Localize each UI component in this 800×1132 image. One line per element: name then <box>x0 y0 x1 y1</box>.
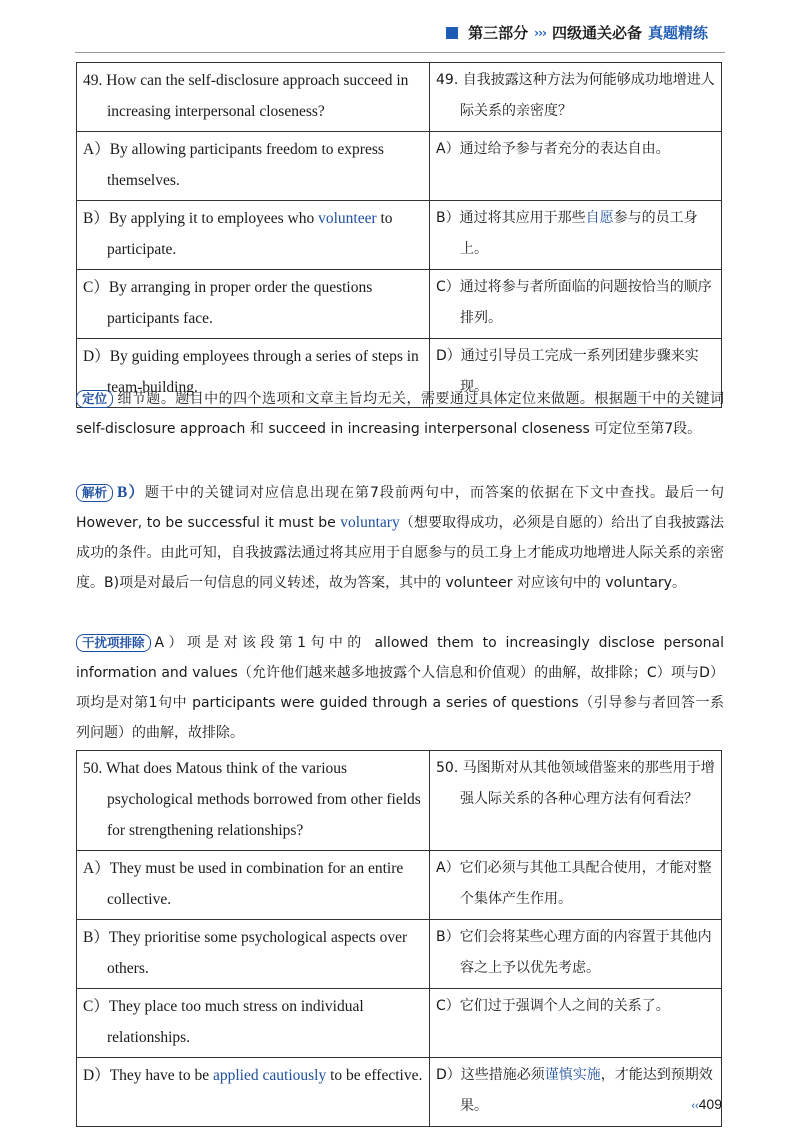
page-number-value: 409 <box>698 1096 722 1112</box>
q50-option-b-en: B）They prioritise some psychological aspects over others. <box>83 929 408 977</box>
explain-tag: 解析 <box>76 484 113 502</box>
q50-option-d-zh <box>436 1060 715 1122</box>
header-arrows: ››› <box>534 25 546 40</box>
q50-option-d-zh-highlight: 谨慎实施 <box>544 1067 601 1083</box>
q50-option-d-en <box>83 1060 423 1091</box>
locate-tag: 定位 <box>76 390 113 408</box>
q50-question-en: 50. What does Matous think of the various psychological methods borrowed from other fields for strengthening relationships? <box>83 760 421 839</box>
q49-option-d-en: D）By guiding employees through a series of steps in team-building. <box>83 348 419 396</box>
q50-option-d-en-post: to be effective. <box>326 1067 423 1084</box>
question-49-table <box>76 62 722 408</box>
question-50-table <box>76 750 722 1127</box>
page-header <box>446 22 708 43</box>
square-icon <box>446 27 458 39</box>
q49-option-b-zh-post: 参与的员工身上。 <box>460 210 698 257</box>
header-divider <box>75 52 725 53</box>
page-number <box>691 1096 722 1112</box>
page-arrows: ‹‹ <box>691 1100 699 1112</box>
explain-text-post: （想要取得成功，必须是自愿的）给出了自我披露法成功的条件。由此可知，自我披露法通过将其应用于自愿参与的员工身上才能成功地增进人际关系的亲密度。B)项是对最后一句信息的同义转述，故为答案，其中的 volunteer 对应该句中的 voluntary。 <box>76 515 725 591</box>
q49-option-b-en <box>83 203 423 265</box>
q49-option-a-en: A）By allowing participants freedom to express themselves. <box>83 141 384 189</box>
q50-option-a-zh: A）它们必须与其他工具配合使用，才能对整个集体产生作用。 <box>436 860 712 907</box>
q50-question-zh: 50. 马图斯对从其他领域借鉴来的那些用于增强人际关系的各种心理方法有何看法？ <box>436 760 715 807</box>
q49-option-a-zh: A）通过给予参与者充分的表达自由。 <box>436 141 670 157</box>
header-part: 第三部分 <box>468 24 529 42</box>
distract-paragraph <box>76 628 724 748</box>
explain-highlight: voluntary <box>340 514 400 531</box>
locate-text: 细节题。题目中的四个选项和文章主旨均无关，需要通过具体定位来做题。根据题干中的关键词 self-disclosure approach 和 succeed in increasing interpersonal closeness 可定位至第7段。 <box>76 391 724 437</box>
q49-option-b-en-pre: B）By applying it to employees who <box>83 210 319 227</box>
q50-option-d-en-highlight: applied cautiously <box>213 1067 327 1084</box>
answer-letter: B） <box>117 484 145 501</box>
q49-option-c-zh: C）通过将参与者所面临的问题按恰当的顺序排列。 <box>436 279 712 326</box>
q50-option-c-zh: C）它们过于强调个人之间的关系了。 <box>436 998 670 1014</box>
explain-text-pre: 题干中的关键词对应信息出现在第7段前两句中，而答案的依据在下文中查找。最后一句 However, to be successful it must be <box>76 485 725 531</box>
distract-tag: 干扰项排除 <box>76 634 151 652</box>
q49-option-d-zh: D）通过引导员工完成一系列团建步骤来实现。 <box>436 348 699 395</box>
q50-option-d-en-pre: D）They have to be <box>83 1067 213 1084</box>
q49-question-zh: 49. 自我披露这种方法为何能够成功地增进人际关系的亲密度？ <box>436 72 715 119</box>
distract-text: A）项是对该段第1句中的 allowed them to increasingly disclose personal information and values（允许他们越来越多地披露个人信息和价值观）的曲解，故排除；C）项与D）项均是对第1句中 participants were guided through a series of questions（引导参与者回答一系列问题）的曲解，故排除。 <box>76 635 724 741</box>
q49-option-c-en: C）By arranging in proper order the questions participants face. <box>83 279 373 327</box>
header-title-plain: 四级通关必备 <box>551 24 642 42</box>
header-title-highlight: 真题精练 <box>647 24 708 42</box>
q50-option-b-zh: B）它们会将某些心理方面的内容置于其他内容之上予以优先考虑。 <box>436 929 712 976</box>
q50-option-c-en: C）They place too much stress on individual relationships. <box>83 998 364 1046</box>
q49-question-en: 49. How can the self-disclosure approach succeed in increasing interpersonal closeness? <box>83 72 409 120</box>
q50-option-d-zh-pre: D）这些措施必须 <box>436 1067 545 1083</box>
q49-option-b-en-highlight: volunteer <box>318 210 377 227</box>
q49-option-b-zh-highlight: 自愿 <box>585 210 614 226</box>
q49-option-b-zh <box>436 203 715 265</box>
q50-option-a-en: A）They must be used in combination for an entire collective. <box>83 860 404 908</box>
q49-option-b-en-post: to participate. <box>107 210 393 258</box>
q49-option-b-zh-pre: B）通过将其应用于那些 <box>436 210 586 226</box>
q50-option-d-zh-post: ，才能达到预期效果。 <box>460 1067 713 1114</box>
explain-paragraph <box>76 478 724 598</box>
locate-paragraph <box>76 384 724 444</box>
